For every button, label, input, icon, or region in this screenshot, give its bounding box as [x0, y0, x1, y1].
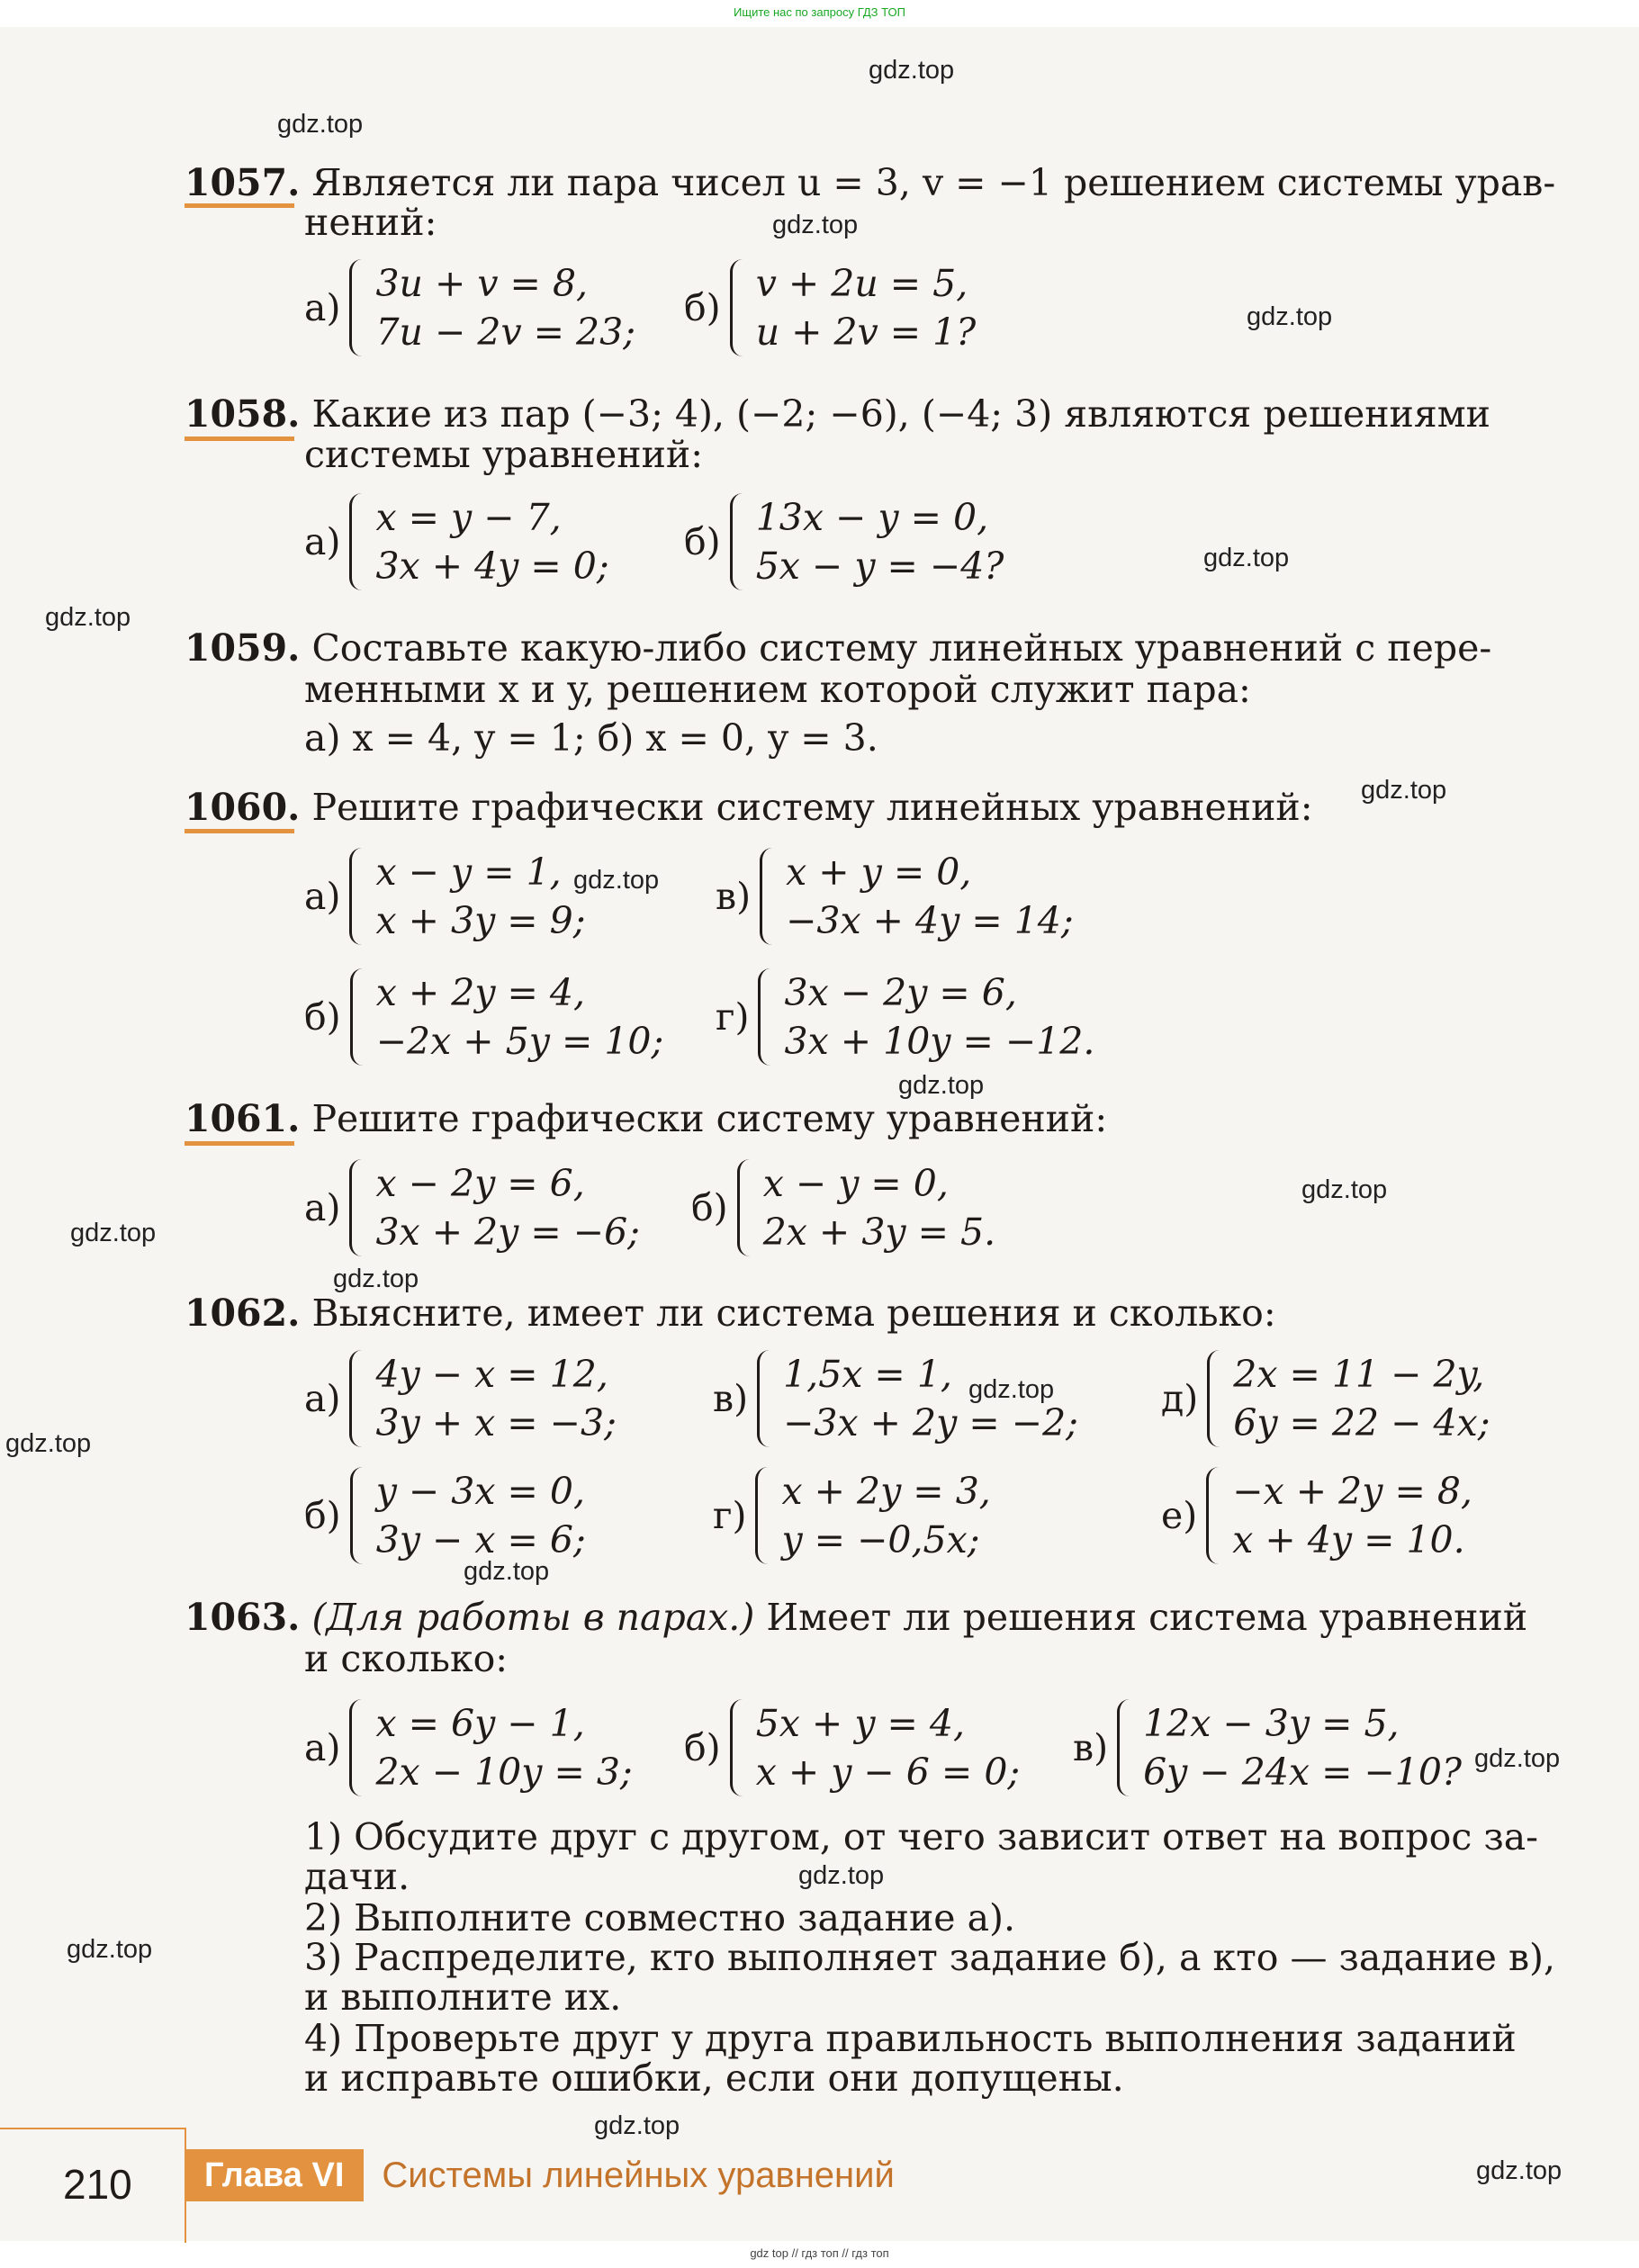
equation: 3x + 4y = 0; [375, 544, 609, 588]
exercise-1061-line1 [185, 1098, 1107, 1139]
exercise-note: (Для работы в парах.) [311, 1596, 755, 1639]
exercise-1059-line3: а) x = 4, y = 1; б) x = 0, y = 3. [304, 716, 878, 760]
system-1062-v [713, 1350, 1078, 1447]
watermark: gdz.top [5, 1429, 92, 1458]
exercise-number: 1060. [185, 786, 301, 829]
part-label: в) [1073, 1726, 1109, 1769]
equation: 4y − x = 12, [375, 1353, 608, 1396]
watermark: gdz.top [333, 1264, 419, 1293]
system-1061-b [691, 1159, 995, 1256]
exercise-number: 1058. [185, 392, 301, 436]
equation: 3x + 10y = −12. [784, 1020, 1095, 1063]
equation: x + y = 0, [786, 850, 972, 894]
watermark: gdz.top [594, 2111, 680, 2140]
brace [1207, 1350, 1222, 1447]
equation: x + 3y = 9; [375, 899, 586, 942]
watermark: gdz.top [67, 1935, 153, 1964]
exercise-text: Является ли пара чисел u = 3, v = −1 решением системы урав- [311, 161, 1556, 204]
equation: 6y − 24x = −10? [1143, 1750, 1462, 1794]
exercise-1059-line2: менными x и y, решением которой служит пара: [304, 668, 1251, 711]
brace [737, 1159, 752, 1256]
equation: x − y = 1, [375, 850, 562, 894]
part-label: б) [684, 520, 721, 563]
equation: 6y = 22 − 4x; [1233, 1401, 1490, 1444]
equation: 2x = 11 − 2y, [1233, 1353, 1485, 1396]
equation: −3x + 4y = 14; [786, 899, 1074, 942]
watermark: gdz.top [869, 56, 955, 85]
equation: 5x + y = 4, [755, 1702, 966, 1745]
part-label: б) [684, 1726, 721, 1769]
chapter-footer [185, 2149, 895, 2201]
equation: y = −0,5x; [781, 1518, 980, 1562]
watermark: gdz.top [45, 603, 131, 632]
brace [1117, 1699, 1132, 1796]
equation: v + 2u = 5, [755, 262, 968, 305]
system-1060-g [716, 968, 1094, 1066]
exercise-text: Какие из пар (−3; 4), (−2; −6), (−4; 3) являются решениями [311, 392, 1490, 436]
equation: 3x − 2y = 6, [784, 971, 1017, 1014]
equation: 1,5x = 1, [783, 1353, 952, 1396]
part-label: б) [304, 1494, 341, 1537]
brace [1206, 1467, 1221, 1564]
step-1: 1) Обсудите друг с другом, от чего зависит ответ на вопрос за- [304, 1815, 1538, 1858]
equation: 7u − 2v = 23; [375, 310, 636, 354]
equation: −3x + 2y = −2; [783, 1401, 1078, 1444]
step-2: 2) Выполните совместно задание а). [304, 1896, 1016, 1940]
watermark: gdz.top [798, 1861, 885, 1890]
brace [349, 1699, 365, 1796]
system-1060-v [716, 848, 1074, 945]
brace [730, 1699, 745, 1796]
watermark: gdz.top [1476, 2156, 1562, 2185]
brace [730, 259, 745, 356]
watermark: gdz.top [70, 1219, 157, 1247]
system-1058-b [684, 493, 1004, 590]
equation: u + 2v = 1? [755, 310, 977, 354]
equation: 13x − y = 0, [755, 496, 989, 539]
brace [757, 1350, 772, 1447]
watermark: gdz.top [772, 211, 859, 239]
exercise-text: Имеет ли решения система уравнений [766, 1596, 1528, 1639]
exercise-text: Решите графически систему линейных уравнений: [311, 786, 1313, 829]
equation: −x + 2y = 8, [1232, 1470, 1472, 1513]
part-label: в) [713, 1377, 749, 1420]
watermark: gdz.top [1361, 776, 1447, 805]
part-label: а) [304, 1377, 341, 1420]
brace [730, 493, 745, 590]
equation: x − 2y = 6, [375, 1162, 585, 1205]
system-1063-b [684, 1699, 1020, 1796]
header-note: Ищите нас по запросу ГДЗ ТОП [734, 5, 905, 19]
equation: 3u + v = 8, [375, 262, 589, 305]
part-label: а) [304, 286, 341, 329]
exercise-text: Составьте какую-либо систему линейных уравнений с пере- [311, 626, 1492, 670]
equation: x + y − 6 = 0; [755, 1750, 1021, 1794]
system-1063-v [1073, 1699, 1462, 1796]
equation: x + 4y = 10. [1232, 1518, 1465, 1562]
step-1-cont: дачи. [304, 1855, 410, 1898]
equation: 3y − x = 6; [375, 1518, 586, 1562]
step-3: 3) Распределите, кто выполняет задание б), а кто — задание в), [304, 1936, 1556, 1979]
equation: x − y = 0, [762, 1162, 949, 1205]
equation: −2x + 5y = 10; [375, 1020, 664, 1063]
equation: y − 3x = 0, [375, 1470, 586, 1513]
equation: 12x − 3y = 5, [1143, 1702, 1400, 1745]
equation: x + 2y = 3, [781, 1470, 991, 1513]
step-4-cont: и исправьте ошибки, если они допущены. [304, 2056, 1124, 2100]
equation: 3x + 2y = −6; [375, 1210, 640, 1254]
equation: x + 2y = 4, [375, 971, 586, 1014]
exercise-1058-line2: системы уравнений: [304, 433, 704, 476]
system-1062-g [713, 1467, 991, 1564]
exercise-1057-line2: нений: [304, 201, 437, 244]
part-label: в) [716, 875, 752, 918]
part-label: г) [716, 995, 750, 1039]
footer-note: gdz top // гдз топ // гдз топ [750, 2246, 889, 2260]
exercise-number: 1062. [185, 1292, 301, 1335]
watermark: gdz.top [464, 1557, 550, 1586]
exercise-1060-line1 [185, 787, 1313, 828]
part-label: б) [304, 995, 341, 1039]
system-1057-a [304, 259, 635, 356]
exercise-1063-line1 [185, 1597, 1527, 1638]
system-1062-e [1161, 1467, 1472, 1564]
exercise-number: 1061. [185, 1097, 301, 1140]
exercise-1058-line1 [185, 393, 1490, 435]
brace [350, 968, 365, 1066]
page-number: 210 [63, 2161, 132, 2208]
exercise-1057-line1 [185, 162, 1555, 203]
system-1062-a [304, 1350, 617, 1447]
exercise-text: Выясните, имеет ли система решения и сколько: [311, 1292, 1276, 1335]
brace [758, 968, 773, 1066]
system-1061-a [304, 1159, 640, 1256]
part-label: г) [713, 1494, 747, 1537]
part-label: а) [304, 1726, 341, 1769]
equation: 5x − y = −4? [755, 544, 1004, 588]
exercise-text: Решите графически систему уравнений: [311, 1097, 1108, 1140]
watermark: gdz.top [1203, 544, 1290, 572]
equation: 3y + x = −3; [375, 1401, 617, 1444]
system-1062-d [1161, 1350, 1490, 1447]
brace [349, 493, 365, 590]
system-1063-a [304, 1699, 633, 1796]
equation: 2x + 3y = 5. [762, 1210, 996, 1254]
equation: x = 6y − 1, [375, 1702, 585, 1745]
part-label: д) [1161, 1377, 1199, 1420]
brace [755, 1467, 770, 1564]
part-label: б) [691, 1186, 728, 1229]
brace [349, 259, 365, 356]
exercise-number: 1059. [185, 626, 301, 670]
watermark: gdz.top [1301, 1175, 1388, 1204]
brace [349, 848, 365, 945]
watermark: gdz.top [1247, 302, 1333, 331]
brace [760, 848, 775, 945]
system-1060-b [304, 968, 663, 1066]
chapter-tag: Глава VI [185, 2149, 364, 2201]
exercise-number: 1063. [185, 1596, 301, 1639]
part-label: б) [684, 286, 721, 329]
watermark: gdz.top [968, 1375, 1055, 1404]
equation: x = y − 7, [375, 496, 562, 539]
step-4: 4) Проверьте друг у друга правильность выполнения заданий [304, 2017, 1517, 2060]
brace [349, 1350, 365, 1447]
watermark: gdz.top [277, 110, 364, 139]
system-1058-a [304, 493, 609, 590]
part-label: е) [1161, 1494, 1198, 1537]
equation: 2x − 10y = 3; [375, 1750, 633, 1794]
part-label: а) [304, 520, 341, 563]
system-1062-b [304, 1467, 586, 1564]
system-1057-b [684, 259, 976, 356]
exercise-1059-line1 [185, 627, 1491, 669]
brace [349, 1159, 365, 1256]
exercise-1063-line2: и сколько: [304, 1637, 509, 1680]
brace [350, 1467, 365, 1564]
step-3-cont: и выполните их. [304, 1976, 622, 2019]
part-label: а) [304, 1186, 341, 1229]
part-label: а) [304, 875, 341, 918]
chapter-title: Системы линейных уравнений [382, 2155, 895, 2195]
watermark: gdz.top [1474, 1744, 1561, 1773]
watermark: gdz.top [898, 1071, 985, 1100]
exercise-1062-line1 [185, 1292, 1276, 1334]
exercise-number: 1057. [185, 161, 301, 204]
watermark: gdz.top [573, 866, 660, 895]
system-1060-a [304, 848, 586, 945]
